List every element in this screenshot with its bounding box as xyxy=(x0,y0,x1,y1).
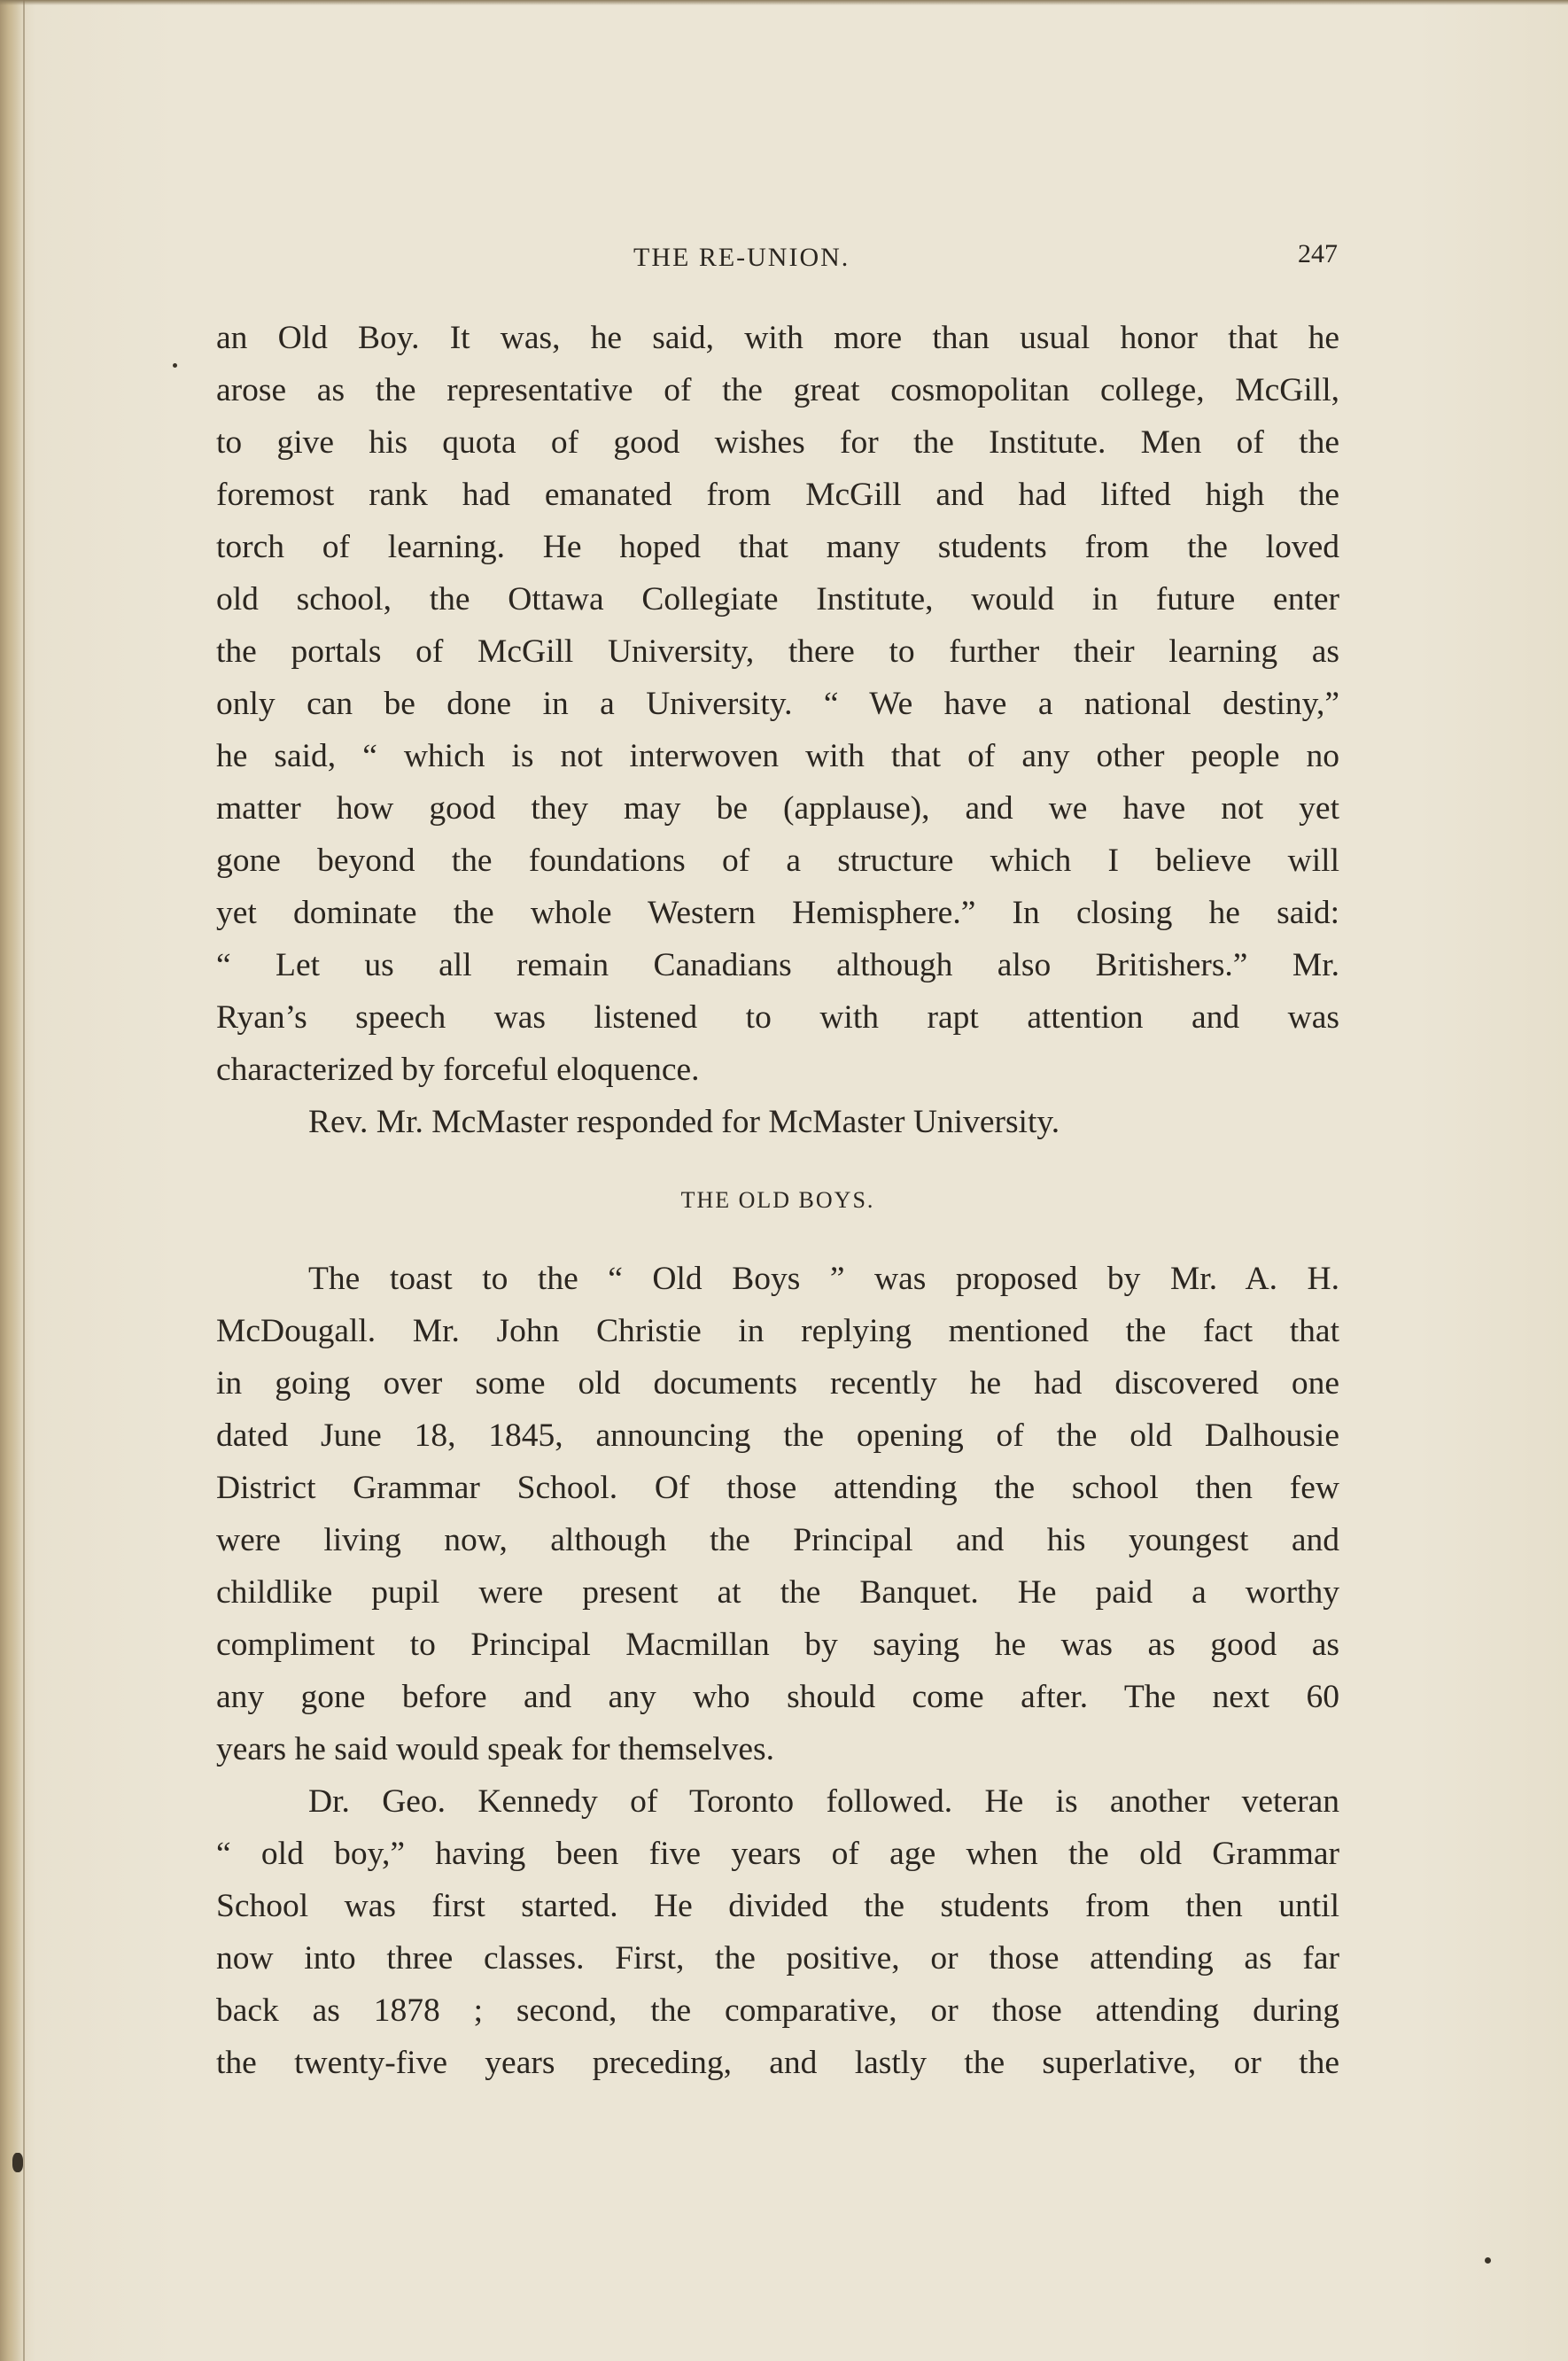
text-line: torch of learning. He hoped that many students from the loved xyxy=(216,529,1339,565)
text-line: matter how good they may be (applause), and we have not yet xyxy=(216,790,1339,827)
text-line: gone beyond the foundations of a structure which I believe will xyxy=(216,843,1339,879)
text-line: Rev. Mr. McMaster responded for McMaster University. xyxy=(308,1104,1060,1140)
text-line: yet dominate the whole Western Hemisphere.” In closing he said: xyxy=(216,895,1339,931)
text-line: dated June 18, 1845, announcing the opening of the old Dalhousie xyxy=(216,1417,1339,1454)
text-line: The toast to the “ Old Boys ” was proposed by Mr. A. H. xyxy=(308,1261,1339,1297)
text-line: only can be done in a University. “ We have a national destiny,” xyxy=(216,686,1339,722)
text-line: an Old Boy. It was, he said, with more than usual honor that he xyxy=(216,320,1339,356)
text-line: District Grammar School. Of those attending the school then few xyxy=(216,1470,1339,1506)
page-body xyxy=(216,312,1339,2089)
text-line: arose as the representative of the great cosmopolitan college, McGill, xyxy=(216,372,1339,408)
paragraph-1 xyxy=(216,312,1339,1096)
text-line: Ryan’s speech was listened to with rapt attention and was xyxy=(216,999,1339,1036)
paragraph-4 xyxy=(216,1775,1339,2089)
text-line: any gone before and any who should come after. The next 60 xyxy=(216,1679,1339,1715)
text-line: foremost rank had emanated from McGill and had lifted high the xyxy=(216,477,1339,513)
page-gutter-line xyxy=(23,0,25,2361)
text-line: he said, “ which is not interwoven with that of any other people no xyxy=(216,738,1339,774)
page-top-edge xyxy=(0,0,1568,5)
text-line: in going over some old documents recently he had discovered one xyxy=(216,1365,1339,1402)
text-line: “ Let us all remain Canadians although also Britishers.” Mr. xyxy=(216,947,1339,983)
ink-speck xyxy=(173,363,177,368)
ink-speck xyxy=(1485,2257,1491,2264)
running-head: THE RE-UNION. xyxy=(633,243,850,272)
text-line: Dr. Geo. Kennedy of Toronto followed. He is another veteran xyxy=(308,1783,1339,1820)
text-line: childlike pupil were present at the Banquet. He paid a worthy xyxy=(216,1574,1339,1611)
text-line: compliment to Principal Macmillan by saying he was as good as xyxy=(216,1627,1339,1663)
text-line: characterized by forceful eloquence. xyxy=(216,1052,700,1088)
text-line: to give his quota of good wishes for the Institute. Men of the xyxy=(216,424,1339,461)
text-line: years he said would speak for themselves. xyxy=(216,1731,775,1767)
page-number: 247 xyxy=(1298,239,1338,268)
text-line: “ old boy,” having been five years of age when the old Grammar xyxy=(216,1836,1339,1872)
text-line: McDougall. Mr. John Christie in replying mentioned the fact that xyxy=(216,1313,1339,1349)
page-spine-shadow xyxy=(0,0,23,2361)
text-line: School was first started. He divided the students from then until xyxy=(216,1888,1339,1924)
text-line: now into three classes. First, the positive, or those attending as far xyxy=(216,1940,1339,1977)
text-line: old school, the Ottawa Collegiate Institute, would in future enter xyxy=(216,581,1339,617)
paragraph-2 xyxy=(216,1096,1339,1148)
text-line: the twenty-five years preceding, and lastly the superlative, or the xyxy=(216,2045,1339,2081)
margin-pencil-mark xyxy=(12,2153,23,2172)
paragraph-3 xyxy=(216,1253,1339,1775)
section-heading: THE OLD BOYS. xyxy=(680,1187,875,1213)
text-line: were living now, although the Principal and his youngest and xyxy=(216,1522,1339,1558)
text-line: the portals of McGill University, there to further their learning as xyxy=(216,633,1339,670)
text-line: back as 1878 ; second, the comparative, or those attending during xyxy=(216,1992,1339,2029)
page-header xyxy=(213,239,1338,282)
